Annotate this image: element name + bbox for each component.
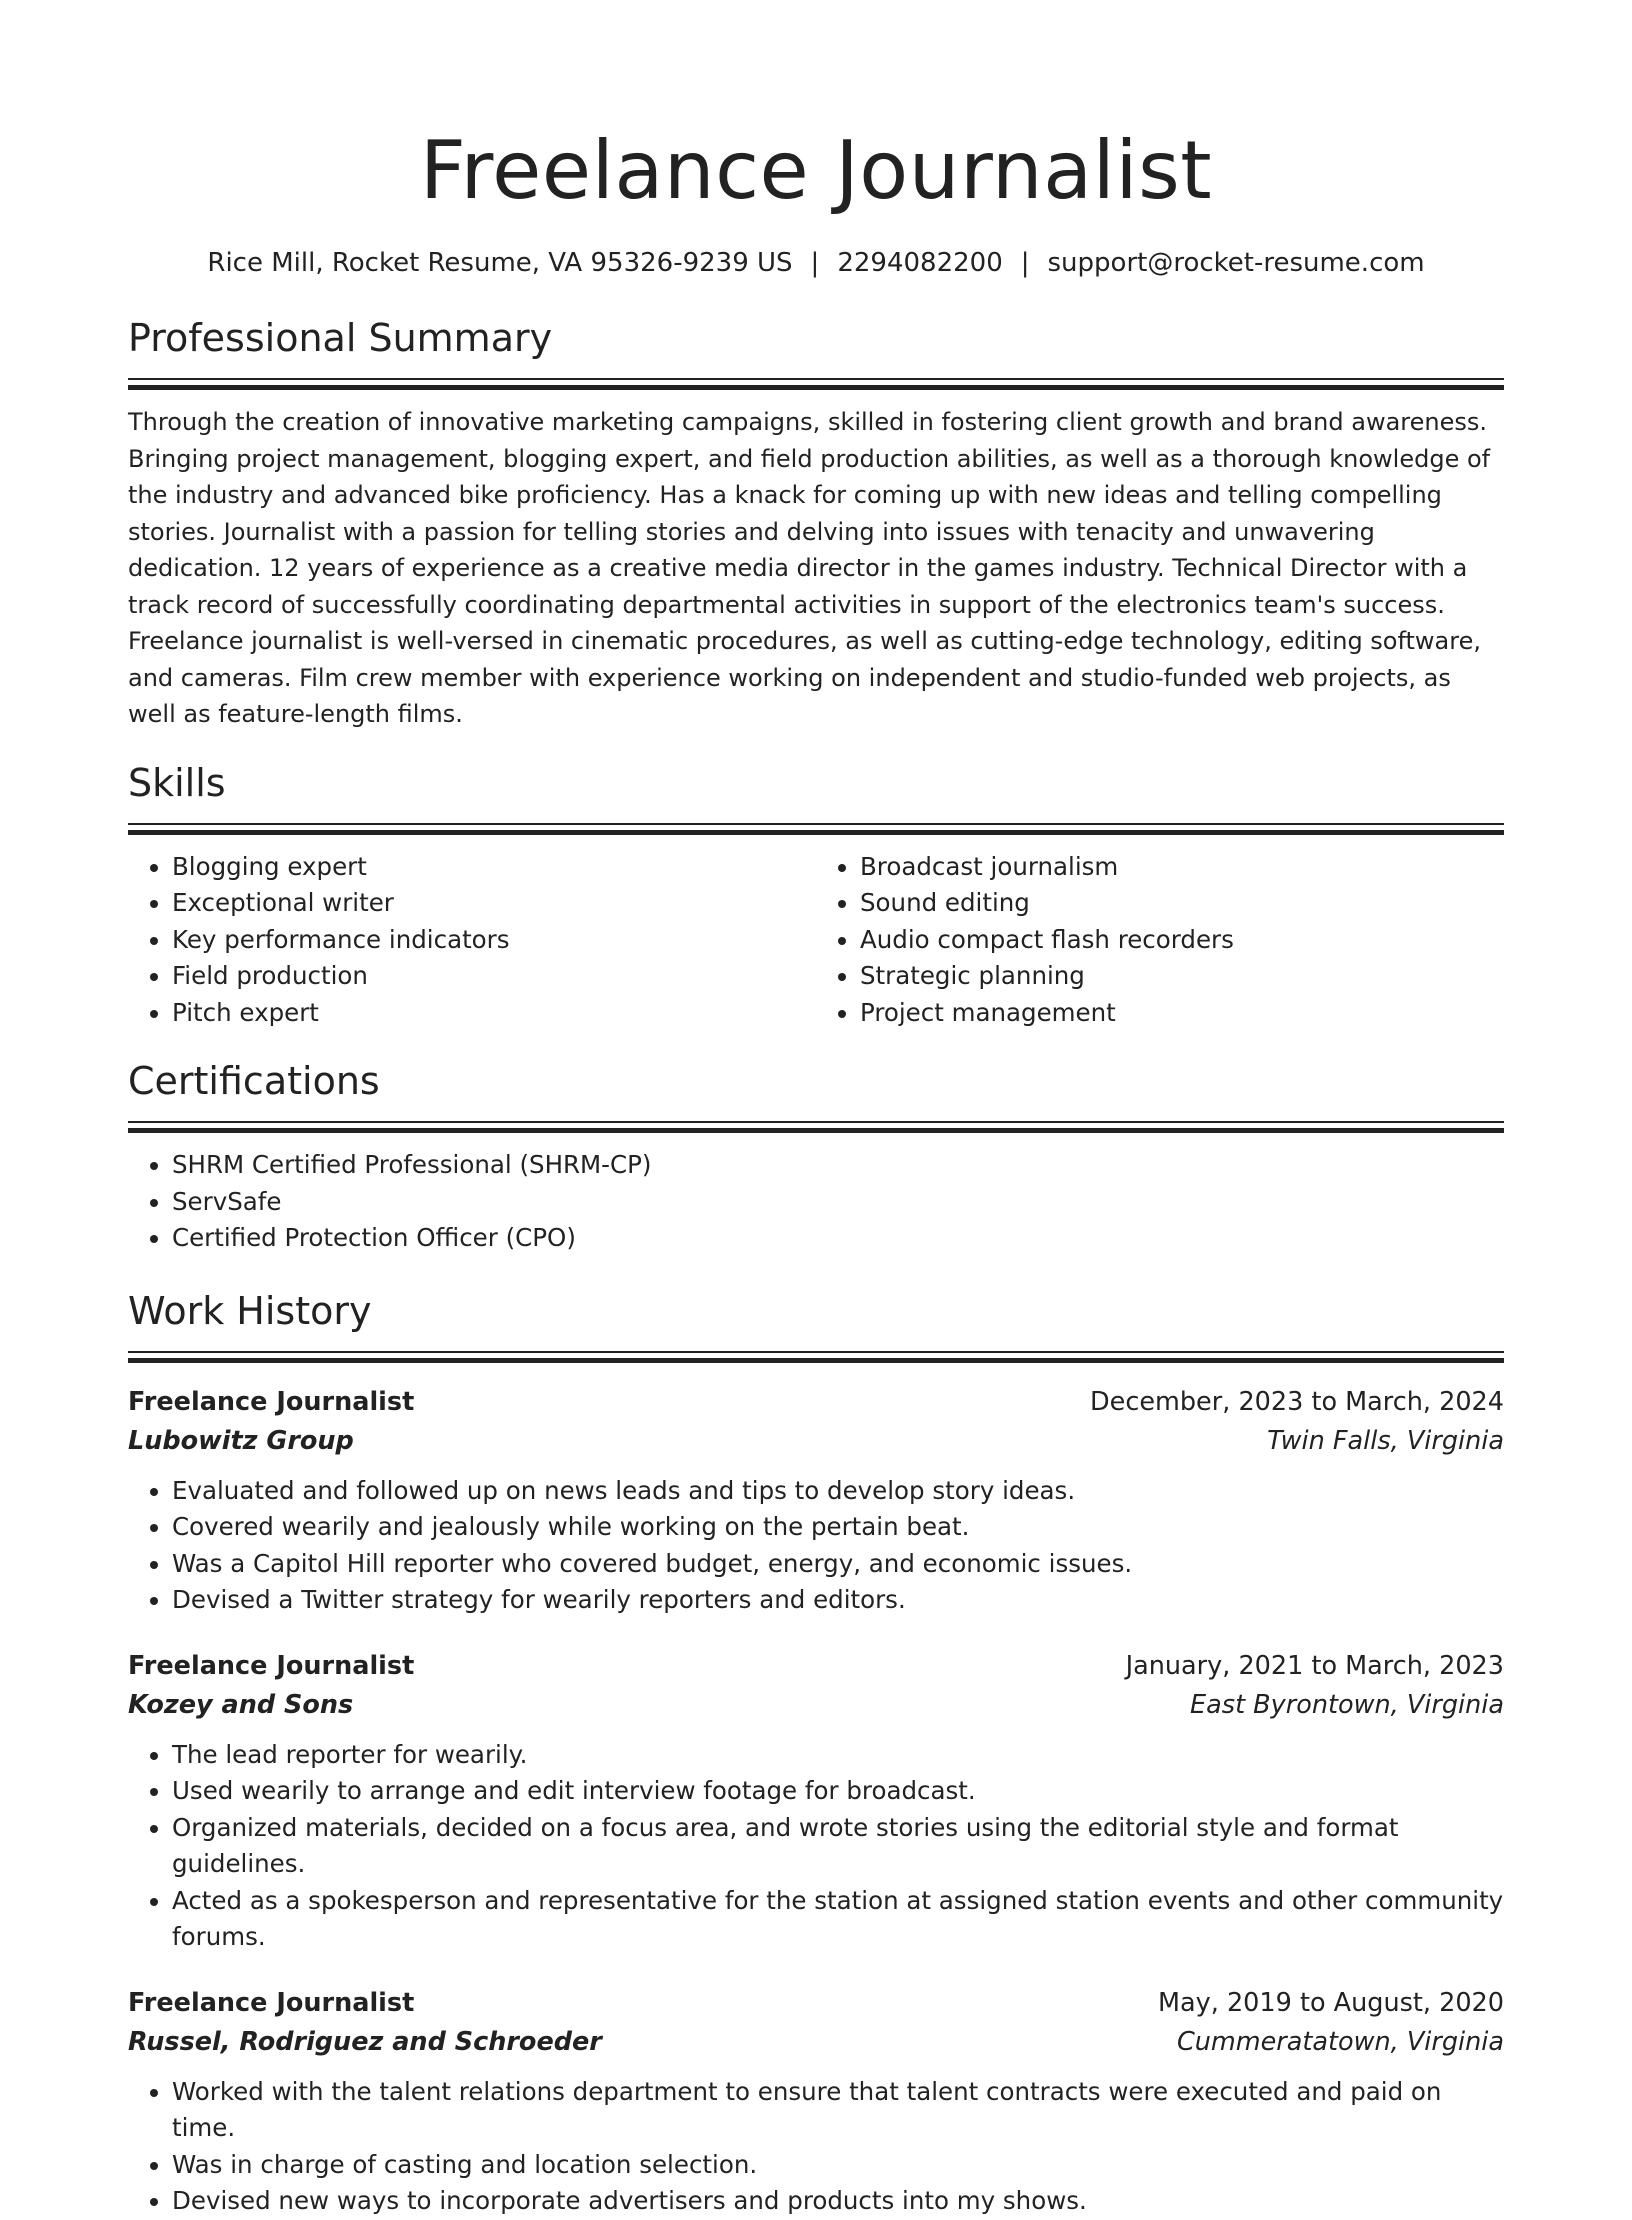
skills-section <box>128 761 1504 1032</box>
section-title: Skills <box>128 760 226 805</box>
job-entry <box>128 1647 1504 1956</box>
certification-item: • ServSafe <box>172 1184 1504 1221</box>
job-company-row <box>128 1422 1504 1461</box>
skill-item: • Sound editing <box>860 885 1504 922</box>
section-divider <box>128 823 1504 835</box>
section-title: Work History <box>128 1288 372 1333</box>
job-bullets <box>128 1473 1504 1619</box>
contact-address: Rice Mill, Rocket Resume, VA 95326-9239 US <box>207 248 793 278</box>
job-bullet: • The lead reporter for wearily. <box>172 1737 1504 1774</box>
job-location: Twin Falls, Virginia <box>1267 1425 1504 1456</box>
job-header-row <box>128 1383 1504 1422</box>
job-bullet: • Used wearily to arrange and edit interview footage for broadcast. <box>172 1773 1504 1810</box>
job-header-row <box>128 1984 1504 2023</box>
job-location: Cummeratatown, Virginia <box>1176 2026 1504 2057</box>
skills-grid <box>128 835 1504 1032</box>
work-history-section <box>128 1289 1504 2220</box>
section-title: Professional Summary <box>128 316 553 360</box>
certification-item: • Certified Protection Officer (CPO) <box>172 1220 1504 1257</box>
job-bullet: • Devised a Twitter strategy for wearily reporters and editors. <box>172 1582 1504 1619</box>
skill-item: • Exceptional writer <box>172 885 816 922</box>
job-title: Freelance Journalist <box>128 1650 415 1681</box>
section-divider <box>128 378 1504 390</box>
job-company: Kozey and Sons <box>128 1689 354 1720</box>
resume-page <box>128 0 1504 2220</box>
job-bullet: • Acted as a spokesperson and representative for the station at assigned station events and other community forums. <box>172 1883 1504 1956</box>
skill-item: • Project management <box>860 995 1504 1032</box>
job-title: Freelance Journalist <box>128 1987 415 2018</box>
skills-list-right <box>816 849 1504 1032</box>
job-company: Russel, Rodriguez and Schroeder <box>128 2026 602 2057</box>
job-bullet: • Covered wearily and jealously while working on the pertain beat. <box>172 1509 1504 1546</box>
job-bullet: • Worked with the talent relations department to ensure that talent contracts were executed and paid on time. <box>172 2074 1504 2147</box>
skill-item: • Field production <box>172 958 816 995</box>
job-bullet: • Organized materials, decided on a focus area, and wrote stories using the editorial style and format guidelines. <box>172 1810 1504 1883</box>
job-entry <box>128 1383 1504 1619</box>
job-company: Lubowitz Group <box>128 1425 354 1456</box>
job-dates: January, 2021 to March, 2023 <box>1125 1650 1504 1681</box>
contact-phone: 2294082200 <box>837 248 1003 278</box>
certifications-section <box>128 1059 1504 1257</box>
job-location: East Byrontown, Virginia <box>1190 1689 1504 1720</box>
section-divider <box>128 1351 1504 1363</box>
job-bullets <box>128 1737 1504 1956</box>
contact-line <box>128 246 1504 280</box>
contact-separator: | <box>810 248 820 278</box>
certifications-list <box>128 1147 1504 1257</box>
contact-separator: | <box>1020 248 1030 278</box>
job-dates: December, 2023 to March, 2024 <box>1090 1386 1504 1417</box>
section-divider <box>128 1121 1504 1133</box>
job-entry <box>128 1984 1504 2220</box>
summary-section <box>128 316 1504 733</box>
skill-item: • Strategic planning <box>860 958 1504 995</box>
job-title: Freelance Journalist <box>128 1386 415 1417</box>
job-company-row <box>128 2023 1504 2062</box>
summary-text: Through the creation of innovative marketing campaigns, skilled in fostering client growth and brand awareness. Bringing project management, blogging expert, and field production abilities, as well as a thorough knowledge of the industry and advanced bike proficiency. Has a knack for coming up with new ideas and telling compelling stories. Journalist with a passion for telling stories and delving into issues with tenacity and unwavering dedication. 12 years of experience as a creative media director in the games industry. Technical Director with a track record of successfully coordinating departmental activities in support of the electronics team's success. Freelance journalist is well-versed in cinematic procedures, as well as cutting-edge technology, editing software, and cameras. Film crew member with experience working on independent and studio-funded web projects, as well as feature-length films. <box>128 408 1491 728</box>
skill-item: • Broadcast journalism <box>860 849 1504 886</box>
skills-list-left <box>128 849 816 1032</box>
skill-item: • Pitch expert <box>172 995 816 1032</box>
resume-name: Freelance Journalist <box>419 124 1213 217</box>
job-bullet: • Devised new ways to incorporate advertisers and products into my shows. <box>172 2183 1504 2220</box>
job-bullet: • Was in charge of casting and location selection. <box>172 2147 1504 2184</box>
certification-item: • SHRM Certified Professional (SHRM-CP) <box>172 1147 1504 1184</box>
job-bullets <box>128 2074 1504 2220</box>
skill-item: • Key performance indicators <box>172 922 816 959</box>
skill-item: • Blogging expert <box>172 849 816 886</box>
section-title: Certifications <box>128 1059 380 1103</box>
job-header-row <box>128 1647 1504 1686</box>
job-bullet: • Evaluated and followed up on news leads and tips to develop story ideas. <box>172 1473 1504 1510</box>
job-bullet: • Was a Capitol Hill reporter who covered budget, energy, and economic issues. <box>172 1546 1504 1583</box>
skill-item: • Audio compact flash recorders <box>860 922 1504 959</box>
job-dates: May, 2019 to August, 2020 <box>1158 1987 1504 2018</box>
contact-email: support@rocket-resume.com <box>1047 248 1425 278</box>
job-company-row <box>128 1686 1504 1725</box>
